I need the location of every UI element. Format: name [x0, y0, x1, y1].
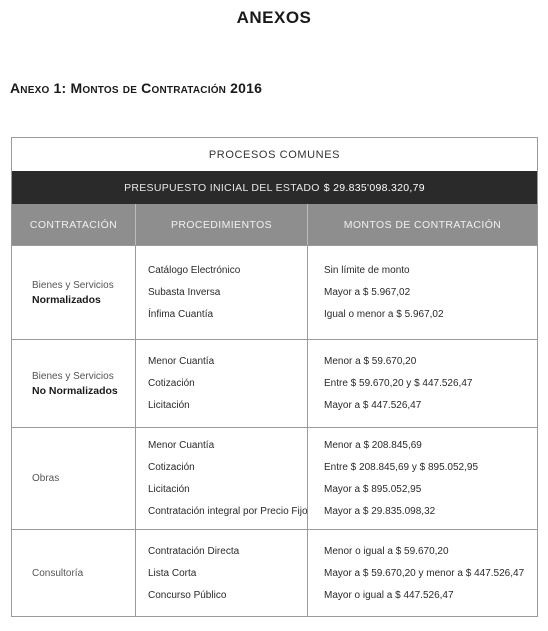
- category-cell: [12, 530, 136, 617]
- page-title: ANEXOS: [236, 8, 312, 27]
- category-label: Obras: [32, 473, 60, 484]
- column-header-montos: MONTOS DE CONTRATACIÓN: [343, 218, 502, 231]
- amount-item: Menor a $ 208.845,69: [324, 439, 422, 451]
- category-cell: [12, 340, 136, 427]
- category-label: Consultoría: [32, 568, 84, 579]
- column-header-row: [12, 204, 537, 245]
- amount-item: Mayor a $ 29.835.098,32: [324, 505, 436, 517]
- procedure-item: Menor Cuantía: [148, 439, 215, 451]
- budget-amount: $ 29.835'098.320,79: [323, 181, 425, 194]
- procedure-item: Cotización: [148, 377, 195, 389]
- category-label: Bienes y Servicios: [32, 370, 114, 382]
- procedure-item: Contratación integral por Precio Fijo: [148, 505, 308, 517]
- amount-item: Mayor a $ 895.052,95: [324, 483, 422, 495]
- procedures-cell: [136, 246, 308, 339]
- category-cell: [12, 246, 136, 339]
- column-header-procedimientos: PROCEDIMIENTOS: [136, 204, 308, 245]
- table-group-consultoria: [12, 529, 537, 617]
- amount-item: Igual o menor a $ 5.967,02: [324, 308, 444, 320]
- column-header-contratacion: CONTRATACIÓN: [12, 204, 136, 245]
- procedures-cell: [136, 428, 308, 529]
- amount-item: Entre $ 208.845,69 y $ 895.052,95: [324, 461, 479, 473]
- category-label: Bienes y Servicios: [32, 279, 114, 291]
- procedure-item: Ínfima Cuantía: [148, 308, 214, 320]
- category-qualifier: No Normalizados: [32, 384, 118, 397]
- amounts-cell: [308, 530, 537, 617]
- amount-item: Sin límite de monto: [324, 264, 410, 276]
- amount-item: Mayor a $ 59.670,20 y menor a $ 447.526,47: [324, 567, 525, 579]
- table-group-obras: [12, 427, 537, 529]
- amount-item: Menor o igual a $ 59.670,20: [324, 545, 449, 557]
- budget-bar: [12, 171, 537, 204]
- table-heading: PROCESOS COMUNES: [208, 148, 341, 161]
- procedure-item: Concurso Público: [148, 589, 227, 601]
- procedure-item: Licitación: [148, 399, 190, 411]
- category-qualifier: Normalizados: [32, 293, 101, 306]
- procedure-item: Licitación: [148, 483, 190, 495]
- amounts-cell: [308, 340, 537, 427]
- amount-item: Menor a $ 59.670,20: [324, 355, 417, 367]
- amount-item: Mayor a $ 447.526,47: [324, 399, 422, 411]
- section-title: Anexo 1: Montos de Contratación 2016: [10, 80, 263, 96]
- procedure-item: Cotización: [148, 461, 195, 473]
- budget-label: PRESUPUESTO INICIAL DEL ESTADO: [124, 181, 320, 194]
- procedures-cell: [136, 530, 308, 617]
- amount-item: Mayor o igual a $ 447.526,47: [324, 589, 454, 601]
- amounts-cell: [308, 428, 537, 529]
- procedure-item: Subasta Inversa: [148, 286, 221, 298]
- procedure-item: Catálogo Electrónico: [148, 264, 241, 276]
- procedure-item: Contratación Directa: [148, 545, 240, 557]
- amount-item: Mayor a $ 5.967,02: [324, 286, 411, 298]
- amount-item: Entre $ 59.670,20 y $ 447.526,47: [324, 377, 473, 389]
- amounts-cell: [308, 246, 537, 339]
- procedure-item: Lista Corta: [148, 567, 197, 579]
- contracting-amounts-table: [11, 137, 538, 617]
- procedure-item: Menor Cuantía: [148, 355, 215, 367]
- category-cell: [12, 428, 136, 529]
- table-group-bienes-no-normalizados: [12, 339, 537, 427]
- table-group-bienes-normalizados: [12, 245, 537, 339]
- procedures-cell: [136, 340, 308, 427]
